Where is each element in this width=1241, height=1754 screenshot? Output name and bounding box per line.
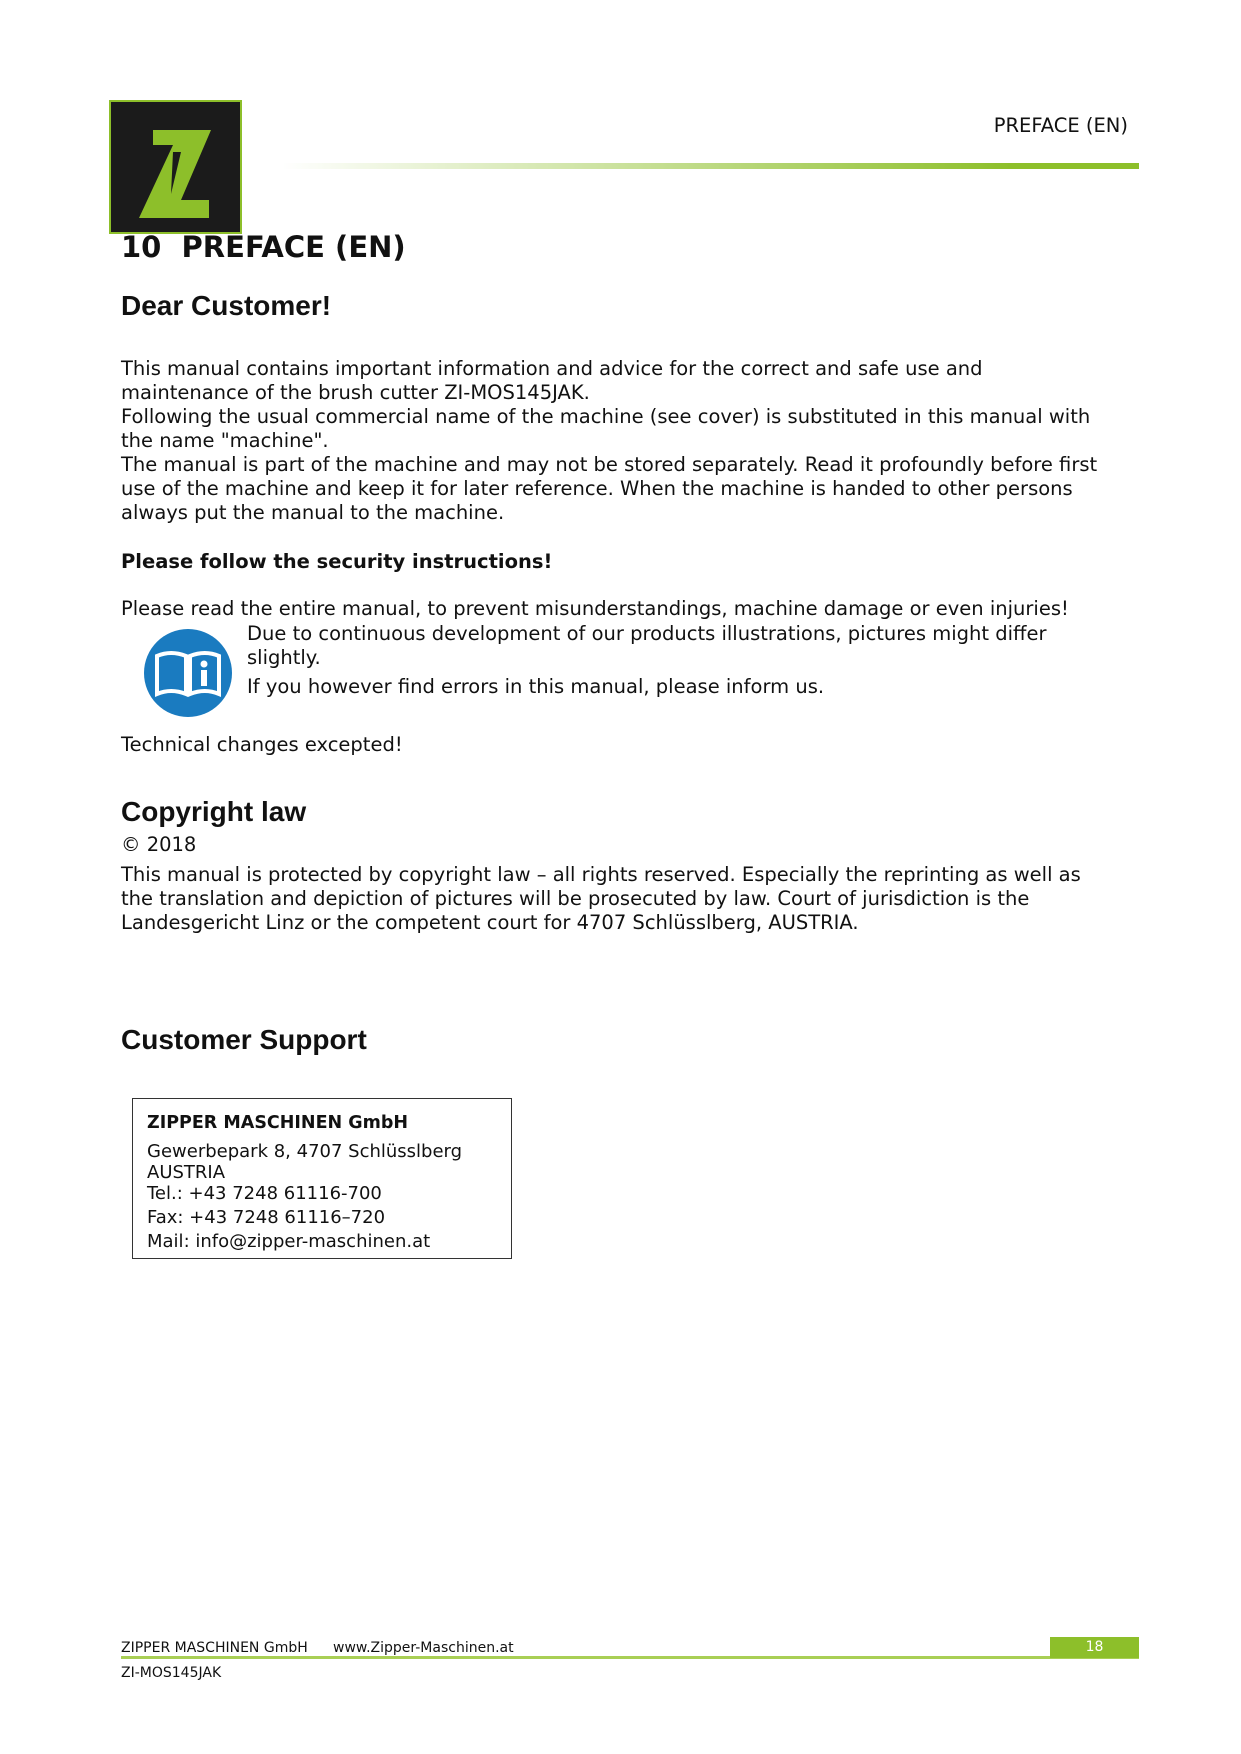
- header-divider: [282, 163, 1139, 169]
- text-line: maintenance of the brush cutter ZI-MOS145JAK.: [121, 381, 590, 404]
- copyright-text: [121, 863, 1081, 935]
- text-line: Following the usual commercial name of the machine (see cover) is substituted in this manual with: [121, 405, 1091, 428]
- footer-model: ZI-MOS145JAK: [121, 1665, 222, 1681]
- text-line: Landesgericht Linz or the competent court for 4707 Schlüsslberg, AUSTRIA.: [121, 911, 859, 934]
- mail-line[interactable]: Mail: info@zipper-maschinen.at: [147, 1231, 431, 1252]
- read-manual-icon: [143, 628, 233, 722]
- text-line: the translation and depiction of pictures will be prosecuted by law. Court of jurisdiction is the: [121, 887, 1030, 910]
- text-line: The manual is part of the machine and may not be stored separately. Read it profoundly before first: [121, 453, 1098, 476]
- footer-divider: [121, 1656, 1139, 1659]
- dear-customer-heading: Dear Customer!: [121, 290, 332, 321]
- text-line: Due to continuous development of our products illustrations, pictures might differ: [247, 622, 1047, 645]
- text-line: slightly.: [247, 646, 321, 669]
- text-line: the name "machine".: [121, 429, 329, 452]
- copyright-year: © 2018: [121, 833, 197, 856]
- page-title: 10 PREFACE (EN): [121, 230, 406, 264]
- dear-customer-text: [121, 357, 1097, 525]
- support-contact-box: [132, 1098, 512, 1259]
- security-intro: Please read the entire manual, to prevent misunderstandings, machine damage or even injuries!: [121, 597, 1069, 620]
- text-line: always put the manual to the machine.: [121, 501, 505, 524]
- copyright-heading: Copyright law: [121, 796, 307, 827]
- text-line: If you however find errors in this manual, please inform us.: [247, 675, 825, 698]
- text-line: This manual contains important information and advice for the correct and safe use and: [121, 357, 983, 380]
- text-line: This manual is protected by copyright law – all rights reserved. Especially the reprinting as well as: [121, 863, 1081, 886]
- page-number: 18: [1050, 1637, 1139, 1658]
- header-section-label: PREFACE (EN): [993, 114, 1128, 137]
- text-line: use of the machine and keep it for later reference. When the machine is handed to other persons: [121, 477, 1073, 500]
- technical-changes: Technical changes excepted!: [121, 733, 403, 756]
- phone-line: Tel.: +43 7248 61116-700: [147, 1183, 382, 1204]
- address-line: Gewerbepark 8, 4707 Schlüsslberg: [147, 1141, 463, 1162]
- zipper-logo: [109, 100, 242, 234]
- security-notes: [247, 622, 1046, 699]
- security-heading: Please follow the security instructions!: [121, 550, 553, 573]
- z-logo-icon: [111, 102, 240, 232]
- support-details: [147, 1141, 462, 1252]
- footer-company: ZIPPER MASCHINEN GmbH: [121, 1640, 308, 1656]
- fax-line: Fax: +43 7248 61116–720: [147, 1207, 386, 1228]
- customer-support-heading: Customer Support: [121, 1024, 367, 1055]
- support-company: ZIPPER MASCHINEN GmbH: [147, 1113, 409, 1133]
- footer-website[interactable]: www.Zipper-Maschinen.at: [333, 1640, 514, 1656]
- country-line: AUSTRIA: [147, 1162, 226, 1183]
